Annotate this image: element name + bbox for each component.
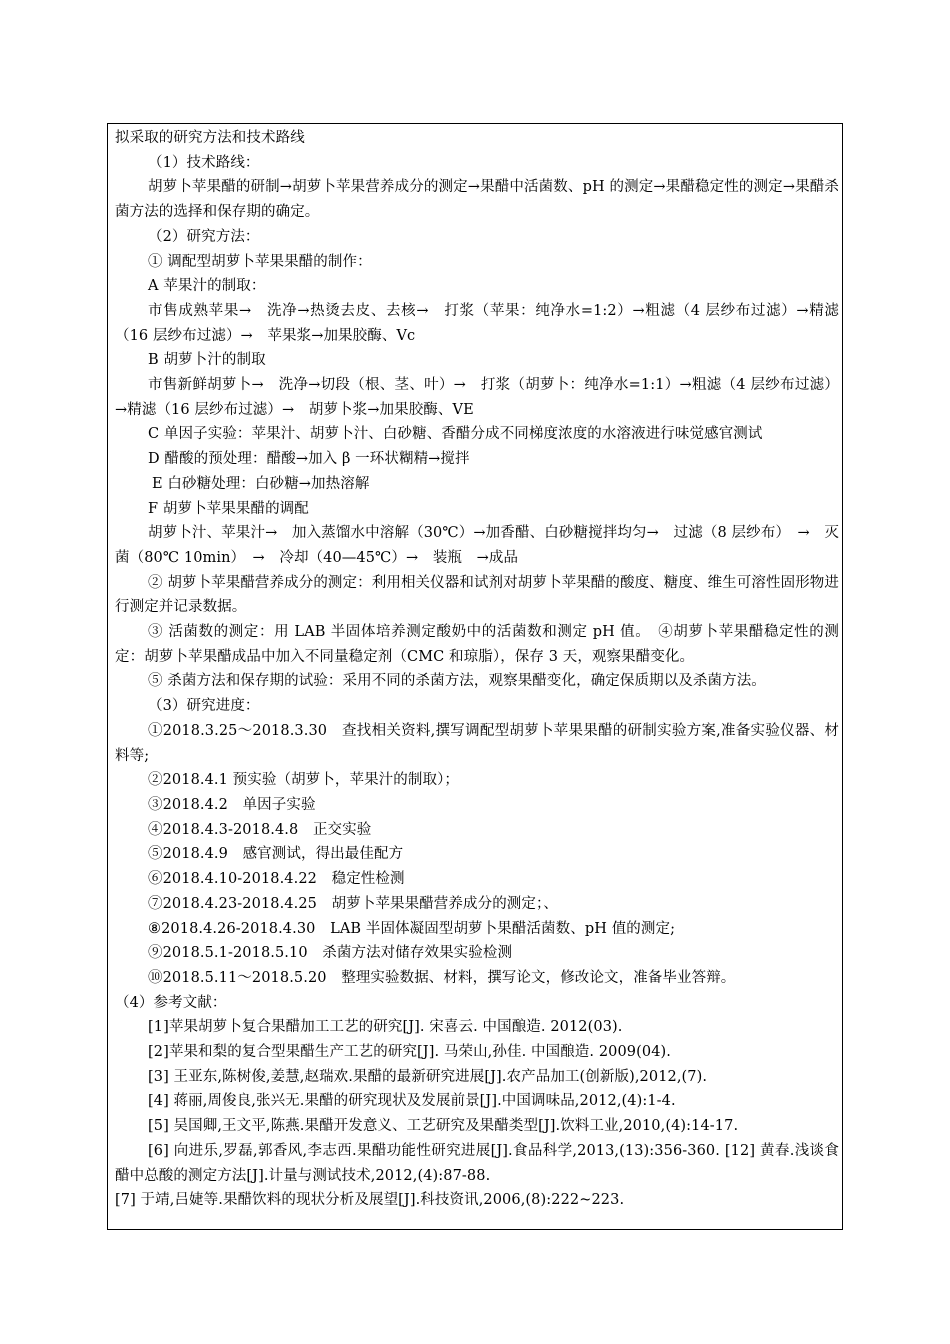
schedule-item: ⑥2018.4.10-2018.4.22 稳定性检测 bbox=[148, 871, 405, 888]
schedule-item: ②2018.4.1 预实验（胡萝卜，苹果汁的制取）； bbox=[148, 772, 460, 789]
method-item-5: ⑤ 杀菌方法和保存期的试验：采用不同的杀菌方法，观察果醋变化，确定保质期以及杀菌方法。 bbox=[148, 673, 766, 690]
route-text: 胡萝卜苹果醋的研制→胡萝卜苹果营养成分的测定→果醋中活菌数、pH 的测定→果醋稳定性的测定→果醋杀菌方法的选择和保存期的确定。 bbox=[115, 179, 839, 221]
method-b-text: 市售新鲜胡萝卜→ 洗净→切段（根、茎、叶）→ 打浆（胡萝卜：纯净水=1:1）→粗滤（4 层纱布过滤）→精滤（16 层纱布过滤）→ 胡萝卜浆→加果胶酶、VE bbox=[115, 377, 839, 418]
schedule-item: ⑩2018.5.11～2018.5.20 整理实验数据、材料，撰写论文，修改论文，准备毕业答辩。 bbox=[148, 969, 736, 986]
method-f-text: 胡萝卜汁、苹果汁→ 加入蒸馏水中溶解（30℃）→加香醋、白砂糖搅拌均匀→ 过滤（8 层纱布） → 灭菌（80℃ 10min） → 冷却（40—45℃）→ 装瓶 →成品 bbox=[115, 525, 839, 566]
reference-item: [6] 向进乐,罗磊,郭香风,李志西.果醋功能性研究进展[J].食品科学,2013,(13):356-360. [12] 黄春.浅谈食醋中总酸的测定方法[J].计量与测试技术,2012,(4):87-88. bbox=[115, 1142, 839, 1184]
reference-item-last: [7] 于靖,吕婕等.果醋饮料的现状分析及展望[J].科技资讯,2006,(8):222~223. bbox=[115, 1192, 625, 1209]
method-a-title: A 苹果汁的制取： bbox=[148, 278, 266, 295]
reference-item: [4] 蒋丽,周俊良,张兴无.果醋的研究现状及发展前景[J].中国调味品,2012,(4):1-4. bbox=[148, 1093, 676, 1110]
method-item-1-title: ① 调配型胡萝卜苹果果醋的制作： bbox=[148, 253, 372, 270]
method-b-title: B 胡萝卜汁的制取 bbox=[148, 352, 266, 369]
method-f-title: F 胡萝卜苹果果醋的调配 bbox=[148, 500, 309, 517]
schedule-item: ⑨2018.5.1-2018.5.10 杀菌方法对储存效果实验检测 bbox=[148, 945, 513, 962]
route-heading: （1）技术路线： bbox=[148, 154, 260, 171]
schedule-item: ①2018.3.25～2018.3.30 查找相关资料,撰写调配型胡萝卜苹果果醋的研制实验方案,准备实验仪器、材料等; bbox=[115, 722, 839, 764]
methods-heading: （2）研究方法： bbox=[148, 228, 260, 245]
document-body bbox=[115, 126, 839, 1213]
reference-item: [5] 吴国卿,王文平,陈燕.果醋开发意义、工艺研究及果醋类型[J].饮料工业,2010,(4):14-17. bbox=[148, 1118, 739, 1135]
schedule-item: ⑤2018.4.9 感官测试，得出最佳配方 bbox=[148, 846, 404, 863]
method-c-text: C 单因子实验：苹果汁、胡萝卜汁、白砂糖、香醋分成不同梯度浓度的水溶液进行味觉感官测试 bbox=[148, 426, 763, 443]
schedule-item: ④2018.4.3-2018.4.8 正交实验 bbox=[148, 821, 372, 838]
method-e-text: E 白砂糖处理：白砂糖→加热溶解 bbox=[152, 475, 370, 492]
method-item-2: ② 胡萝卜苹果醋营养成分的测定：利用相关仪器和试剂对胡萝卜苹果醋的酸度、糖度、维生可溶性固形物进行测定并记录数据。 bbox=[115, 574, 839, 616]
reference-item: [3] 王亚东,陈树俊,姜慧,赵瑞欢.果醋的最新研究进展[J].农产品加工(创新版),2012,(7). bbox=[148, 1068, 708, 1085]
reference-item: [1]苹果胡萝卜复合果醋加工工艺的研究[J]. 宋喜云. 中国酿造. 2012(03). bbox=[148, 1019, 623, 1036]
method-d-text: D 醋酸的预处理：醋酸→加入 β 一环状糊精→搅拌 bbox=[148, 451, 470, 468]
references-heading: （4）参考文献： bbox=[115, 994, 227, 1011]
method-item-3-4: ③ 活菌数的测定：用 LAB 半固体培养测定酸奶中的活菌数和测定 pH 值。 ④胡萝卜苹果醋稳定性的测定：胡萝卜苹果醋成品中加入不同量稳定剂（CMC 和琼脂），保存 3 天，观察果醋变化。 bbox=[115, 624, 839, 665]
method-a-text: 市售成熟苹果→ 洗净→热烫去皮、去核→ 打浆（苹果：纯净水=1:2）→粗滤（4 层纱布过滤）→精滤（16 层纱布过滤）→ 苹果浆→加果胶酶、Vc bbox=[115, 302, 839, 344]
section-title: 拟采取的研究方法和技术路线 bbox=[115, 130, 305, 146]
reference-item: [2]苹果和梨的复合型果醋生产工艺的研究[J]. 马荣山,孙佳. 中国酿造. 2009(04). bbox=[148, 1044, 672, 1061]
schedule-heading: （3）研究进度： bbox=[148, 698, 260, 715]
schedule-item: ③2018.4.2 单因子实验 bbox=[148, 796, 316, 813]
schedule-item: ⑦2018.4.23-2018.4.25 胡萝卜苹果果醋营养成分的测定；、 bbox=[148, 895, 558, 912]
schedule-item: ⑧2018.4.26-2018.4.30 LAB 半固体凝固型胡萝卜果醋活菌数、pH 值的测定; bbox=[148, 920, 676, 937]
